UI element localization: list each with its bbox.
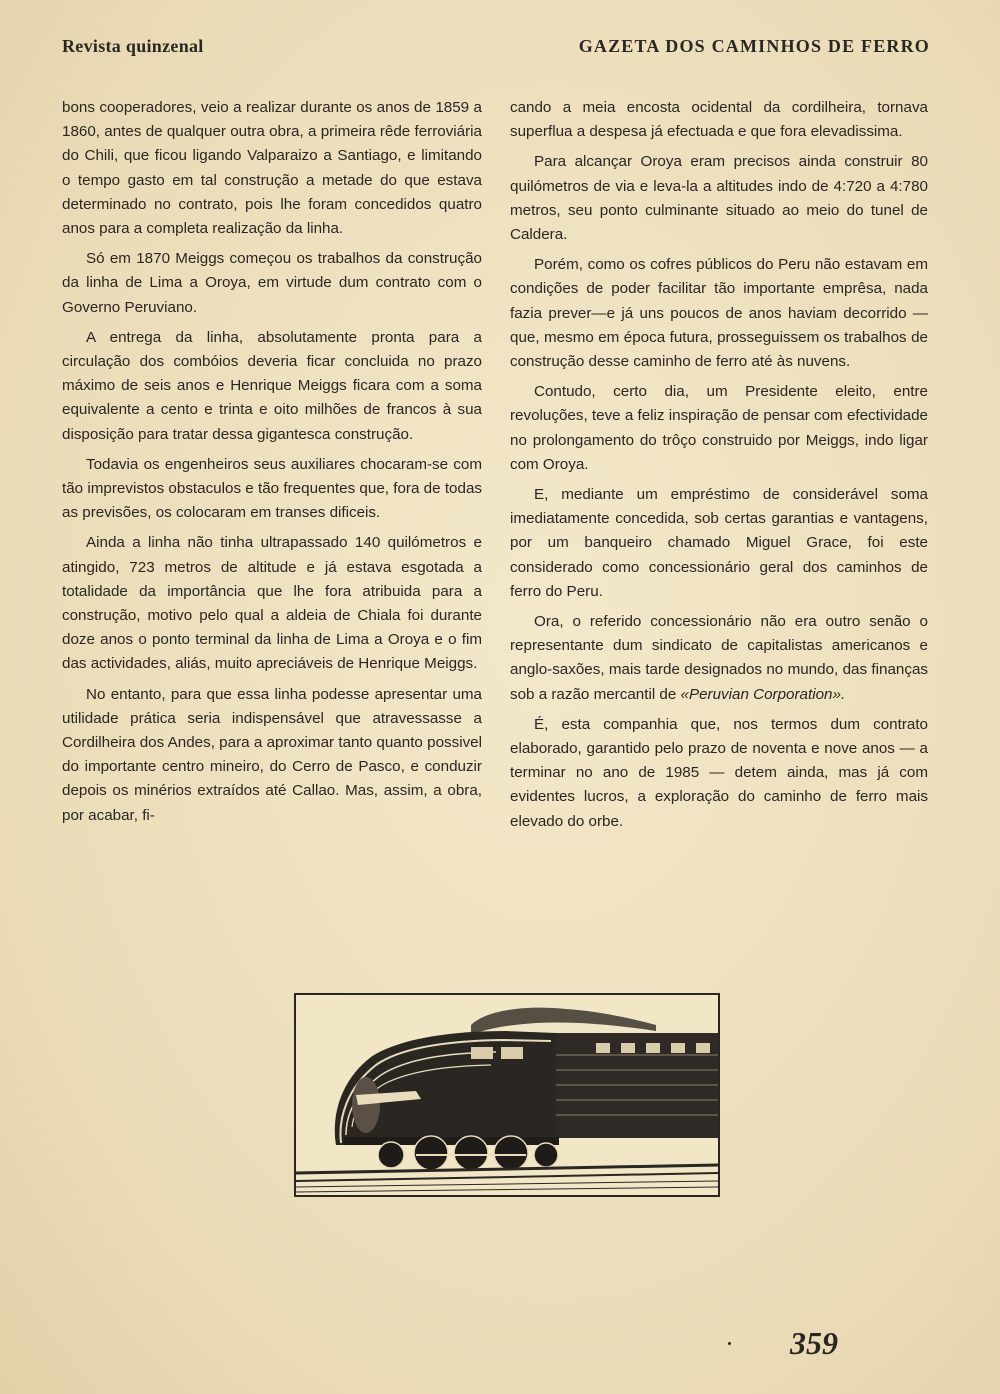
paragraph (510, 610, 928, 707)
paragraph: No entanto, para que essa linha podesse apresentar uma utilidade prática seria indispensável que atravessasse a Cordilheira dos Andes, para a aproximar tanto quanto possivel do importante centro mineiro, do Cerro de Pasco, e conduzir depois os minérios extraídos até Callao. Mas, assim, a obra, por acabar, fi- (62, 685, 482, 824)
text-column-left (62, 96, 482, 834)
paragraph: Para alcançar Oroya eram precisos ainda construir 80 quilómetros de via e leva-la a altitudes indo de 4:720 a 4:780 metros, seu ponto culminante situado ao meio do tunel de Caldera. (510, 153, 928, 244)
paragraph: Só em 1870 Meiggs começou os trabalhos da construção da linha de Lima a Oroya, em virtude dum contrato com o Governo Peruviano. (62, 250, 482, 316)
paragraph: Todavia os engenheiros seus auxiliares chocaram-se com tão imprevistos obstaculos e tão frequentes que, fora de todas as previsões, os colocaram em transes dificeis. (62, 455, 482, 522)
page-number: 359 (790, 1325, 838, 1361)
paragraph: cando a meia encosta ocidental da cordilheira, tornava superflua a despesa já efectuada e que fora elevadissima. (510, 99, 928, 141)
paragraph-text: Ora, o referido concessionário não era outro senão o representante dum sindicato de capitalistas americanos e anglo-saxões, mais tarde designados no mundo, das finanças sob a razão mercantil de (510, 613, 928, 703)
paragraph: Contudo, certo dia, um Presidente eleito, entre revoluções, teve a feliz inspiração de pensar com efectividade no prolongamento do trôço construido por Meiggs, indo ligar com Oroya. (510, 383, 928, 473)
running-header-left: Revista quinzenal (62, 36, 204, 56)
paragraph: É, esta companhia que, nos termos dum contrato elaborado, garantido pelo prazo de noventa e nove anos — a terminar no ano de 1985 — detem ainda, mas já com evidentes lucros, a exploração do caminho de ferro mais elevado do orbe. (510, 715, 928, 830)
ink-speck (728, 1342, 731, 1345)
paragraph: Ainda a linha não tinha ultrapassado 140 quilómetros e atingido, 723 metros de altitude e já estava esgotada a totalidade da importância que lhe fora atribuida para a construção, motivo pelo qual a aldeia de Chiala foi durante doze anos o ponto terminal da linha de Lima a Oroya e o fim das actividades, aliás, muito apreciáveis de Henrique Meiggs. (62, 534, 482, 673)
company-name: «Peruvian Corporation». (680, 685, 846, 703)
paragraph: A entrega da linha, absolutamente pronta para a circulação dos combóios deveria ficar concluida no prazo máximo de seis anos e Henrique Meiggs ficara com a soma equivalente a cento e trinta e oito milhões de francos à sua disposição para tratar dessa gigantesca construção. (62, 328, 482, 443)
locomotive-icon (296, 995, 718, 1195)
paragraph: Porém, como os cofres públicos do Peru não estavam em condições de poder facilitar tão importante emprêsa, nada fazia prever—e já uns poucos de anos haviam decorrido — que, mesmo em época futura, prosseguissem os trabalhos de construção desse caminho de ferro até às nuvens. (510, 256, 928, 371)
text-column-right (510, 96, 928, 840)
paragraph: E, mediante um empréstimo de considerável soma imediatamente concedida, sob certas garantias e vantagens, por um banqueiro chamado Miguel Grace, foi este considerado como concessionário geral dos caminhos de ferro do Peru. (510, 486, 928, 600)
locomotive-illustration (294, 993, 720, 1197)
running-header-right: GAZETA DOS CAMINHOS DE FERRO (578, 36, 930, 56)
paragraph: bons cooperadores, veio a realizar durante os anos de 1859 a 1860, antes de qualquer outra obra, a primeira rêde ferroviária do Chili, que ficou ligando Valparaizo a Santiago, e limitando o tempo gasto em tal construção a metade do que estava determinado no contrato, pois lhe foram concedidos quatro anos para a completa realização da linha. (62, 99, 482, 238)
